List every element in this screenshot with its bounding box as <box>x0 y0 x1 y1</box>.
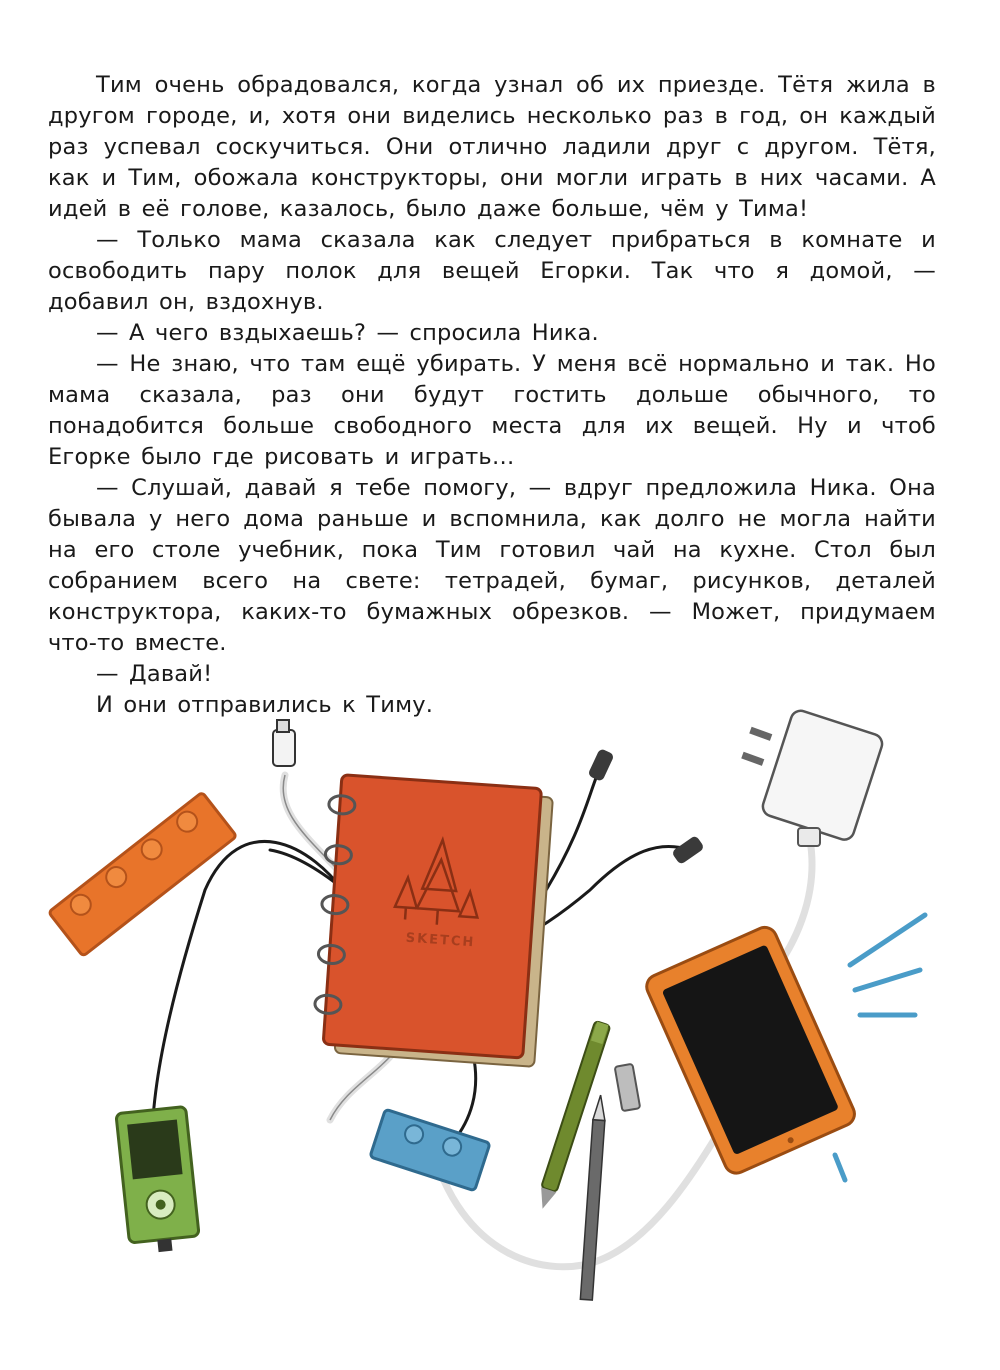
paragraph: — А чего вздыхаешь? — спросила Ника. <box>96 320 599 346</box>
paragraph: — Не знаю, что там ещё убирать. У меня всё нормально и так. Но мама сказала, раз они будут гостить дольше обычного, то понадобится больше свободного места для их вещей. Ну и чтоб Егорке было где рисовать и играть… <box>48 351 936 470</box>
blue-brick-icon <box>370 1109 490 1191</box>
phone-icon <box>643 924 858 1177</box>
charger-icon <box>741 708 884 846</box>
mp3-player-icon <box>116 1106 200 1255</box>
story-text <box>48 70 936 721</box>
earbud-icon <box>587 748 704 865</box>
usb-plug-icon <box>273 720 295 766</box>
pen-cap-icon <box>615 1064 641 1111</box>
motion-lines-icon <box>835 915 925 1180</box>
orange-brick-icon <box>49 792 237 956</box>
paragraph: И они отправились к Тиму. <box>96 692 434 718</box>
pencil-icon <box>580 1095 606 1300</box>
desk-items-illustration <box>30 700 970 1330</box>
paragraph: — Слушай, давай я тебе помогу, — вдруг предложила Ника. Она бывала у него дома раньше и вспомнила, как долго не могла найти на его столе учебник, пока Тим готовил чай на кухне. Стол был собранием всего на свете: тетрадей, бумаг, рисунков, деталей конструктора, каких-то бумажных обрезков. — Может, придумаем что-то вместе. <box>48 475 936 656</box>
paragraph: — Давай! <box>96 661 213 687</box>
paragraph: Тим очень обрадовался, когда узнал об их приезде. Тётя жила в другом городе, и, хотя они виделись несколько раз в год, он каждый раз успевал соскучиться. Они отлично ладили друг с другом. Тётя, как и Тим, обожала конструкторы, они могли играть в них часами. А идей в её голове, казалось, было даже больше, чём у Тима! <box>48 72 936 222</box>
notebook-label: SKETCH <box>405 930 476 951</box>
notebook-icon <box>312 774 554 1067</box>
paragraph: — Только мама сказала как следует прибраться в комнате и освободить пару полок для вещей Егорки. Так что я домой, — добавил он, вздохнув. <box>48 227 936 315</box>
